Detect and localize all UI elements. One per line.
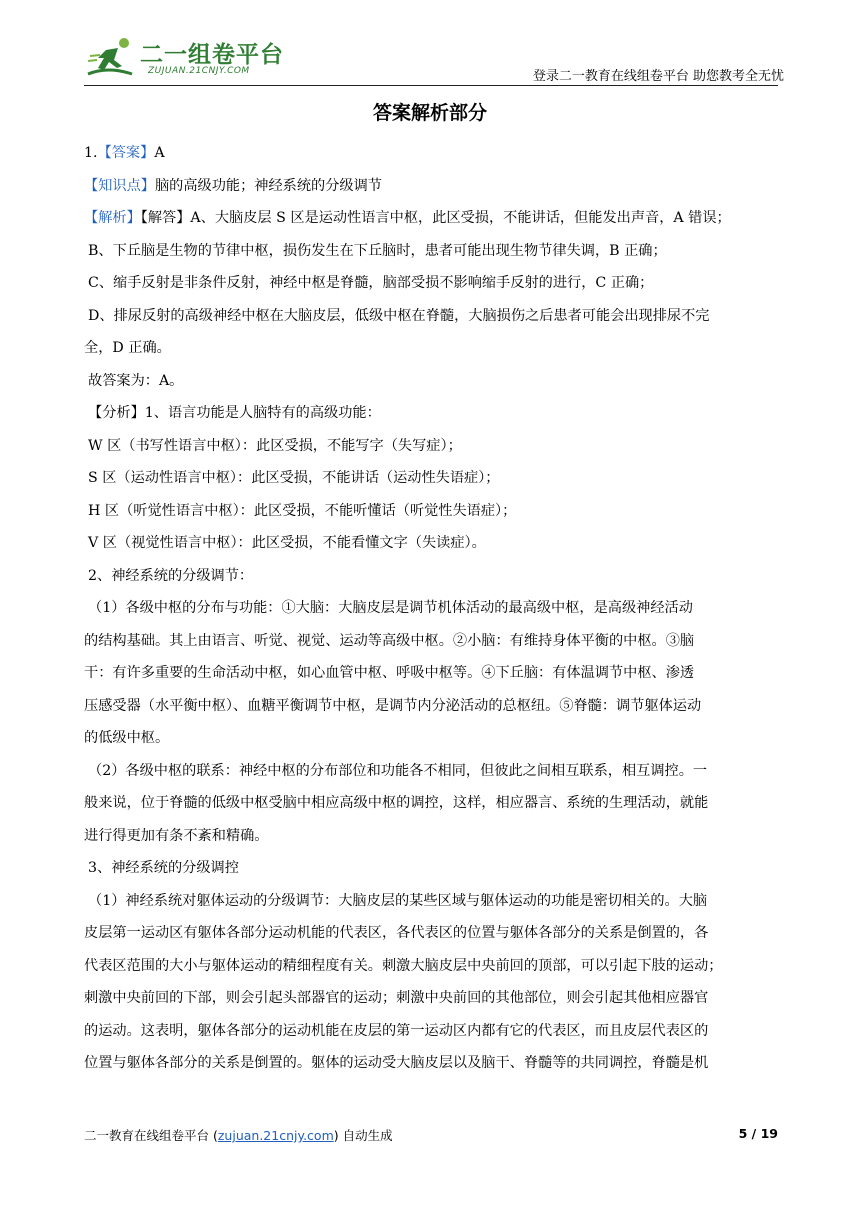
text-line: 2、神经系统的分级调节： bbox=[88, 567, 254, 584]
knowledge-text: 脑的高级功能；神经系统的分级调节 bbox=[154, 177, 382, 194]
site-logo[interactable] bbox=[84, 30, 284, 86]
knowledge-line bbox=[84, 170, 778, 203]
text-line: D、排尿反射的高级神经中枢在大脑皮层，低级中枢在脊髓，大脑损伤之后患者可能会出现排尿不完 bbox=[88, 307, 710, 324]
text-line: 的结构基础。其上由语言、听觉、视觉、运动等高级中枢。②小脑：有维持身体平衡的中枢。③脑 bbox=[84, 632, 695, 649]
text-line: W 区（书写性语言中枢）：此区受损，不能写字（失写症）； bbox=[88, 437, 462, 454]
analysis-line bbox=[84, 202, 778, 235]
header-slogan: 登录二一教育在线组卷平台 助您教考全无忧 bbox=[532, 69, 784, 84]
text-line: 【分析】1、语言功能是人脑特有的高级功能： bbox=[88, 405, 381, 421]
text-line: （2）各级中枢的联系：神经中枢的分布部位和功能各不相同，但彼此之间相互联系，相互调控。一 bbox=[88, 762, 708, 779]
page-header bbox=[84, 30, 784, 88]
knowledge-tag: 【知识点】 bbox=[84, 177, 155, 194]
text-line: 的运动。这表明，躯体各部分的运动机能在皮层的第一运动区内都有它的代表区，而且皮层代表区的 bbox=[84, 1022, 709, 1039]
text-line: （1）各级中枢的分布与功能：①大脑：大脑皮层是调节机体活动的最高级中枢，是高级神经活动 bbox=[88, 600, 693, 616]
text-line: 的低级中枢。 bbox=[84, 730, 170, 746]
analysis-text: 【解答】A、大脑皮层 S 区是运动性语言中枢，此区受损，不能讲话，但能发出声音，A 错误； bbox=[140, 210, 731, 226]
text-line: （1）神经系统对躯体运动的分级调节：大脑皮层的某些区域与躯体运动的功能是密切相关的。大脑 bbox=[88, 892, 708, 909]
page-number: 5 / 19 bbox=[738, 1126, 778, 1141]
text-line: 般来说，位于脊髓的低级中枢受脑中相应高级中枢的调控，这样，相应器言、系统的生理活动，就能 bbox=[84, 795, 709, 811]
text-line: 进行得更加有条不紊和精确。 bbox=[84, 827, 269, 844]
text-line: 位置与躯体各部分的关系是倒置的。躯体的运动受大脑皮层以及脑干、脊髓等的共同调控，脊髓是机 bbox=[84, 1055, 709, 1071]
text-line: 3、神经系统的分级调控 bbox=[88, 860, 239, 876]
answer-value: A bbox=[154, 145, 165, 161]
page-title: 答案解析部分 bbox=[372, 102, 487, 124]
text-line: 皮层第一运动区有躯体各部分运动机能的代表区，各代表区的位置与躯体各部分的关系是倒置的，各 bbox=[84, 925, 709, 941]
text-line: C、缩手反射是非条件反射，神经中枢是脊髓，脑部受损不影响缩手反射的进行，C 正确； bbox=[88, 275, 654, 291]
page-footer bbox=[84, 1126, 778, 1146]
text-line: S 区（运动性语言中枢）：此区受损，不能讲话（运动性失语症）； bbox=[88, 470, 500, 486]
footer-site-link[interactable]: zujuan.21cnjy.com bbox=[217, 1128, 334, 1143]
header-divider bbox=[84, 85, 778, 86]
text-line: 压感受器（水平衡中枢）、血糖平衡调节中枢，是调节内分泌活动的总枢纽。⑤脊髓：调节躯体运动 bbox=[84, 697, 702, 714]
answer-line bbox=[84, 137, 778, 170]
footer-source bbox=[84, 1126, 393, 1144]
logo-text: 二一组卷平台 bbox=[140, 42, 284, 68]
text-line: H 区（听觉性语言中枢）：此区受损，不能听懂话（听觉性失语症）； bbox=[88, 502, 517, 519]
answer-tag: 【答案】 bbox=[97, 145, 155, 161]
answer-content bbox=[84, 137, 778, 1080]
text-line: B、下丘脑是生物的节律中枢，损伤发生在下丘脑时，患者可能出现生物节律失调，B 正确； bbox=[88, 242, 667, 259]
question-number: 1. bbox=[84, 145, 98, 161]
text-line: 故答案为：A。 bbox=[88, 372, 184, 389]
runner-logo-icon bbox=[84, 36, 136, 80]
text-line: 代表区范围的大小与躯体运动的精细程度有关。刺激大脑皮层中央前回的顶部，可以引起下肢的运动； bbox=[84, 957, 723, 974]
footer-suffix: ) 自动生成 bbox=[333, 1128, 393, 1143]
analysis-tag: 【解析】 bbox=[84, 210, 141, 226]
footer-prefix: 二一教育在线组卷平台 ( bbox=[84, 1128, 218, 1143]
logo-subtext: ZUJUAN.21CNJY.COM bbox=[148, 66, 250, 76]
text-line: 干：有许多重要的生命活动中枢，如心血管中枢、呼吸中枢等。④下丘脑：有体温调节中枢、渗透 bbox=[84, 665, 695, 681]
text-line: V 区（视觉性语言中枢）：此区受损，不能看懂文字（失读症）。 bbox=[88, 535, 486, 551]
text-line: 刺激中央前回的下部，则会引起头部器官的运动；刺激中央前回的其他部位，则会引起其他相应器官 bbox=[84, 990, 709, 1006]
text-line: 全，D 正确。 bbox=[84, 340, 171, 356]
